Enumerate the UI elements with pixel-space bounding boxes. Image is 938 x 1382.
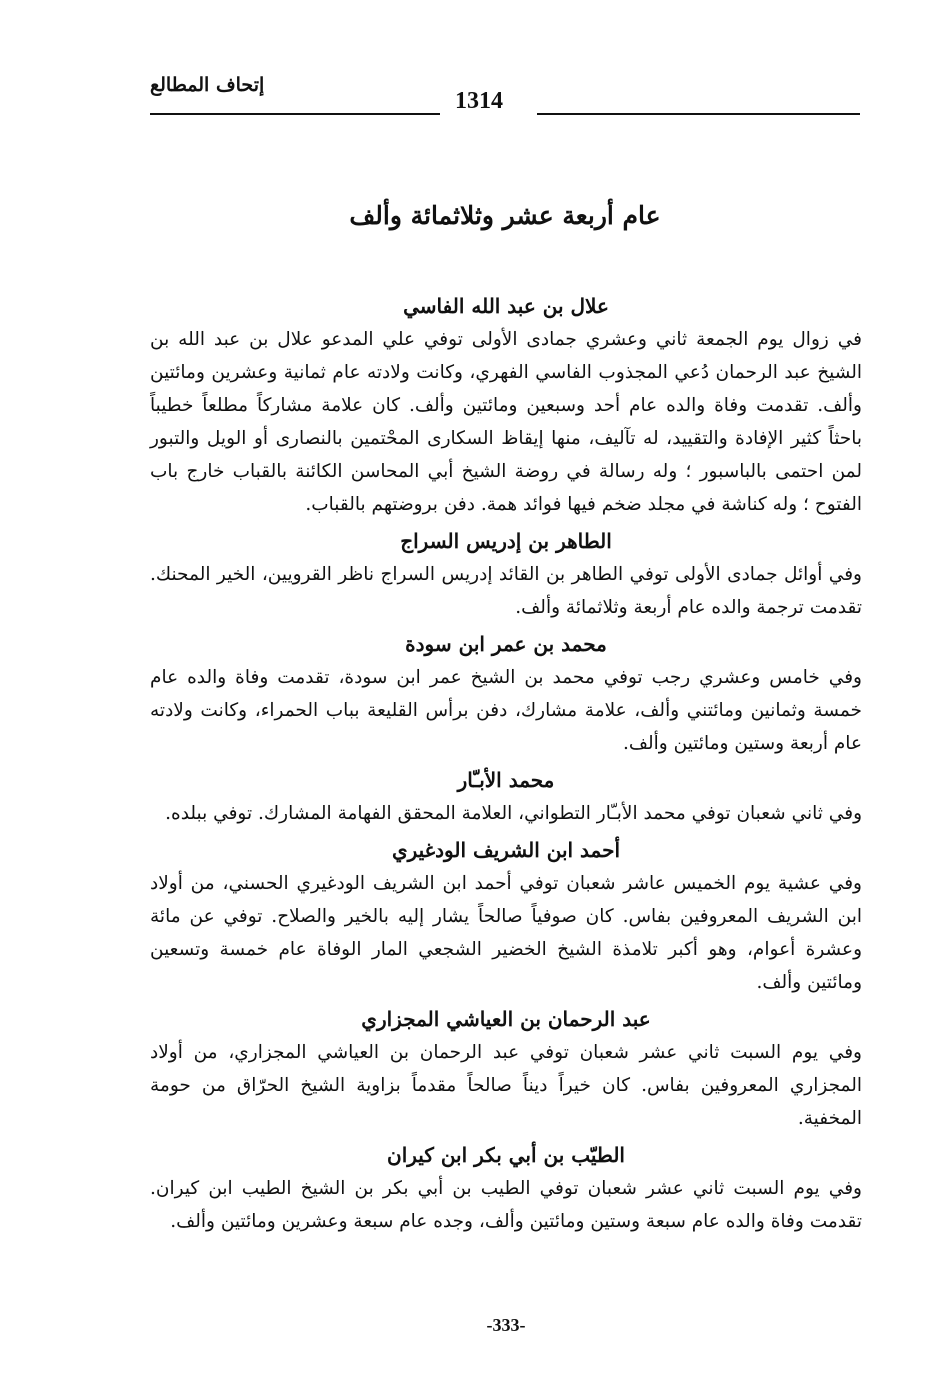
entry-heading: الطيّب بن أبي بكر ابن كيران xyxy=(387,1143,625,1167)
page-number: -333- xyxy=(486,1315,526,1335)
header-rule-left xyxy=(150,113,440,115)
entry xyxy=(150,628,862,760)
entry-heading: أحمد ابن الشريف الودغيري xyxy=(391,838,621,862)
entry xyxy=(150,290,862,521)
body-text xyxy=(150,286,862,1242)
entry-text: وفي يوم السبت ثاني عشر شعبان توفي عبد الرحمان بن العياشي المجزاري، من أولاد المجزاري المعروفين بفاس. كان خيراً ديناً صالحاً مقدماً بزاوية الشيخ الحرّاق من حومة المخفية. xyxy=(150,1042,862,1129)
entry-text: وفي يوم السبت ثاني عشر شعبان توفي الطيب بن أبي بكر بن الشيخ الطيب ابن كيران. تقدمت وفاة والده عام سبعة وستين ومائتين وألف، وجده عام سبعة وعشرين ومائتين وألف. xyxy=(150,1178,862,1232)
entry xyxy=(150,1139,862,1238)
entry-text: في زوال يوم الجمعة ثاني وعشري جمادى الأولى توفي علي المدعو علال بن عبد الله بن الشيخ عبد الرحمان دُعي المجذوب الفاسي الفهري، وكانت ولادته عام ثمانية وعشرين ومائتين وألف. تقدمت وفاة والده عام أحد وسبعين ومائتين وألف. كان علامة مشاركاً مطلعاً خطيباً باحثاً كثير الإفادة والتقييد، له تآليف، منها إيقاظ السكارى المحْتمين بالنصارى أو الويل والتبور لمن احتمى بالباسبور ؛ وله رسالة في روضة الشيخ أبي المحاسن الكائنة بالقباب خارج باب الفتوح ؛ وله كناشة في مجلد ضخم فيها فوائد همة. دفن بروضتهم بالقباب. xyxy=(150,329,862,515)
entry-heading: علال بن عبد الله الفاسي xyxy=(403,294,609,318)
entry-heading: محمد الأبـّار xyxy=(457,768,555,792)
header-rule-right xyxy=(537,113,860,115)
entry-text: وفي عشية يوم الخميس عاشر شعبان توفي أحمد ابن الشريف الودغيري الحسني، من أولاد ابن الشريف المعروفين بفاس. كان صوفياً صالحاً يشار إليه بالخير والصلاح. توفي عن مائة وعشرة أعوام، وهو أكبر تلامذة الشيخ الخضير الشجعي المار الوفاة عام خمسة وتسعين ومائتين وألف. xyxy=(150,873,862,993)
entry-heading: عبد الرحمان بن العياشي المجزاري xyxy=(361,1007,651,1031)
chapter-title: عام أربعة عشر وثلاثمائة وألف xyxy=(349,201,661,230)
entry-text: وفي ثاني شعبان توفي محمد الأبـّار التطواني، العلامة المحقق الفهامة المشارك. توفي ببلده. xyxy=(165,803,862,824)
entry xyxy=(150,834,862,999)
entry-text: وفي أوائل جمادى الأولى توفي الطاهر بن القائد إدريس السراج ناظر القرويين، الخير المحنك. تقدمت ترجمة والده عام أربعة وثلاثمائة وألف. xyxy=(150,564,862,618)
header-year: 1314 xyxy=(455,88,503,114)
entry xyxy=(150,764,862,830)
entry xyxy=(150,1003,862,1135)
entry-heading: الطاهر بن إدريس السراج xyxy=(400,529,612,553)
entry xyxy=(150,525,862,624)
entry-heading: محمد بن عمر ابن سودة xyxy=(405,632,607,656)
entry-text: وفي خامس وعشري رجب توفي محمد بن الشيخ عمر ابن سودة، تقدمت وفاة والده عام خمسة وثمانين ومائتني وألف، علامة مشارك، دفن برأس القليعة بباب الحمراء، وكانت ولادته عام أربعة وستين ومائتين وألف. xyxy=(150,667,862,754)
running-title: إتحاف المطالع xyxy=(150,74,265,96)
